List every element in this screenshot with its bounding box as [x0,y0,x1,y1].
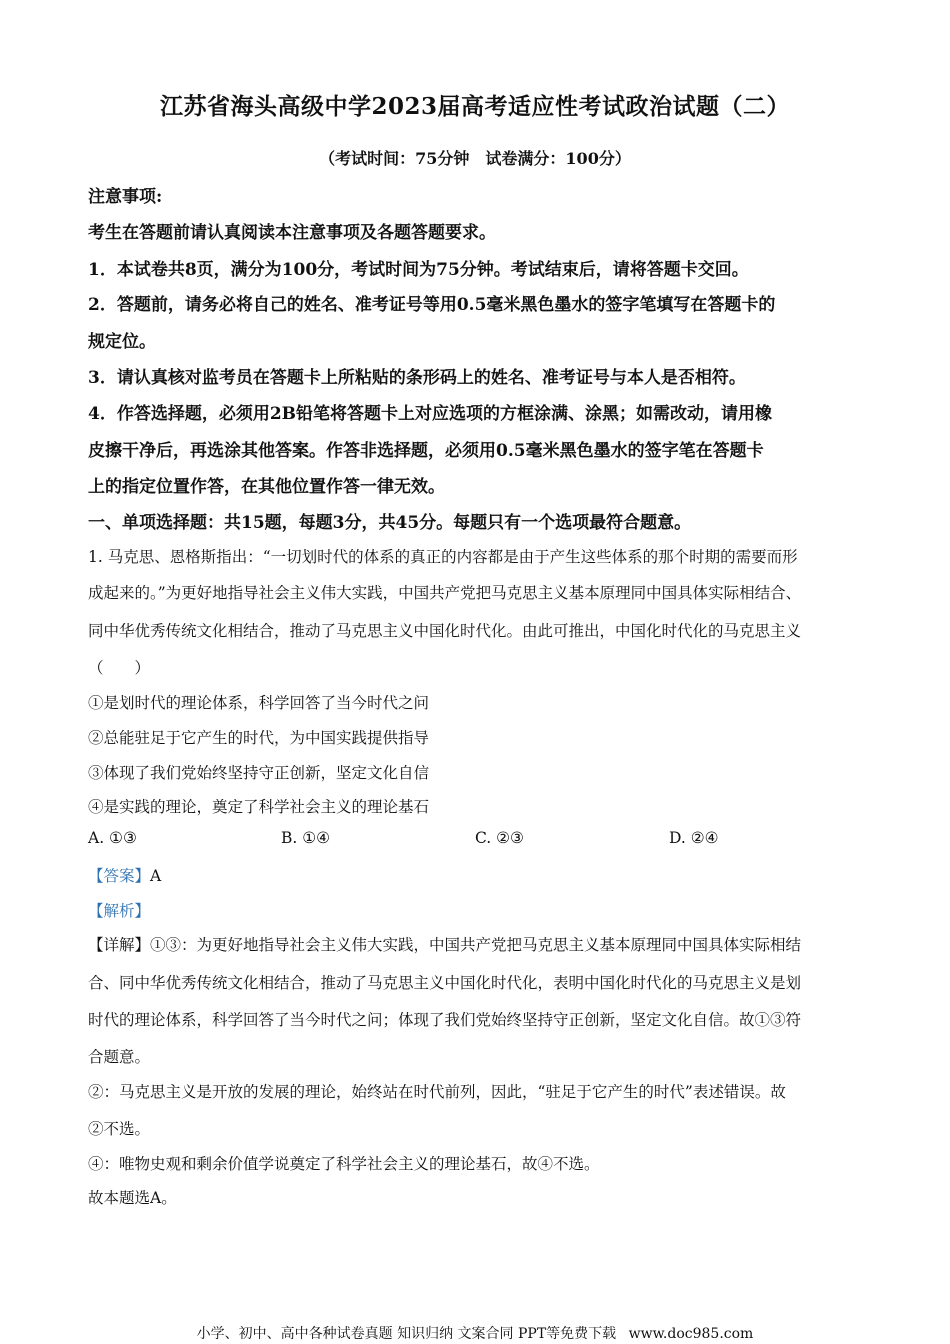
notice-item: 4．作答选择题，必须用2B铅笔将答题卡上对应选项的方框涂满、涂黑；如需改动，请用橡 [88,404,773,424]
question-blank: （ ） [88,659,151,677]
detail-line: 合题意。 [88,1048,151,1066]
detail-line: 时代的理论体系，科学回答了当今时代之问；体现了我们党始终坚持守正创新，坚定文化自信。故①③符 [88,1011,802,1029]
answer-options [88,829,868,851]
notice-item: 皮擦干净后，再选涂其他答案。作答非选择题，必须用0.5毫米黑色墨水的签字笔在答题卡 [88,441,764,461]
statement-1: ①是划时代的理论体系，科学回答了当今时代之问 [88,694,430,712]
notice-intro: 考生在答题前请认真阅读本注意事项及各题答题要求。 [88,223,496,243]
notice-item: 规定位。 [88,332,156,352]
section-heading: 一、单项选择题：共15题，每题3分，共45分。每题只有一个选项最符合题意。 [88,513,692,533]
detail-line: 合、同中华优秀传统文化相结合，推动了马克思主义中国化时代化，表明中国化时代化的马克思主义是划 [88,974,802,992]
analysis-tag: 【解析】 [88,902,151,920]
question-stem-line: 同中华优秀传统文化相结合，推动了马克思主义中国化时代化。由此可推出，中国化时代化的马克思主义 [88,622,802,640]
page-title: 江苏省海头高级中学2023届高考适应性考试政治试题（二） [159,93,790,120]
notice-heading: 注意事项: [88,187,163,207]
notice-item: 2．答题前，请务必将自己的姓名、准考证号等用0.5毫米黑色墨水的签字笔填写在答题卡的 [88,295,776,315]
option-d[interactable]: D. ②④ [669,829,719,847]
notice-item: 1．本试卷共8页，满分为100分，考试时间为75分钟。考试结束后，请将答题卡交回。 [88,260,749,280]
answer-value: A [150,867,162,885]
detail-text: ①③：为更好地指导社会主义伟大实践，中国共产党把马克思主义基本原理同中国具体实际相结 [150,936,802,954]
detail-line: ②：马克思主义是开放的发展的理论，始终站在时代前列，因此，“驻足于它产生的时代”表述错误。故 [88,1083,786,1101]
option-c[interactable]: C. ②③ [475,829,524,847]
page-footer [0,1323,950,1343]
footer-text: 小学、初中、高中各种试卷真题 知识归纳 文案合同 PPT等免费下载 [196,1326,617,1342]
question-stem-line: 成起来的。”为更好地指导社会主义伟大实践，中国共产党把马克思主义基本原理同中国具体实际相结合、 [88,584,802,602]
notice-item: 上的指定位置作答，在其他位置作答一律无效。 [88,477,445,497]
option-b[interactable]: B. ①④ [281,829,331,847]
footer-link[interactable]: www.doc985.com [628,1326,754,1342]
notice-item: 3．请认真核对监考员在答题卡上所粘贴的条形码上的姓名、准考证号与本人是否相符。 [88,368,746,388]
detail-line: ④：唯物史观和剩余价值学说奠定了科学社会主义的理论基石，故④不选。 [88,1155,600,1173]
answer-line [88,864,161,886]
detail-line [88,933,801,955]
conclusion-line: 故本题选A。 [88,1189,177,1207]
detail-line: ②不选。 [88,1120,151,1138]
question-stem-line: 1. 马克思、恩格斯指出：“一切划时代的体系的真正的内容都是由于产生这些体系的那个时期的需要而形 [88,548,798,566]
option-a[interactable]: A. ①③ [88,829,137,847]
exam-time-info: （考试时间：75分钟 试卷满分：100分） [319,149,631,168]
answer-tag: 【答案】 [88,867,151,885]
statement-2: ②总能驻足于它产生的时代，为中国实践提供指导 [88,729,430,747]
statement-4: ④是实践的理论，奠定了科学社会主义的理论基石 [88,798,430,816]
statement-3: ③体现了我们党始终坚持守正创新，坚定文化自信 [88,764,430,782]
detail-tag: 【详解】 [88,936,151,954]
